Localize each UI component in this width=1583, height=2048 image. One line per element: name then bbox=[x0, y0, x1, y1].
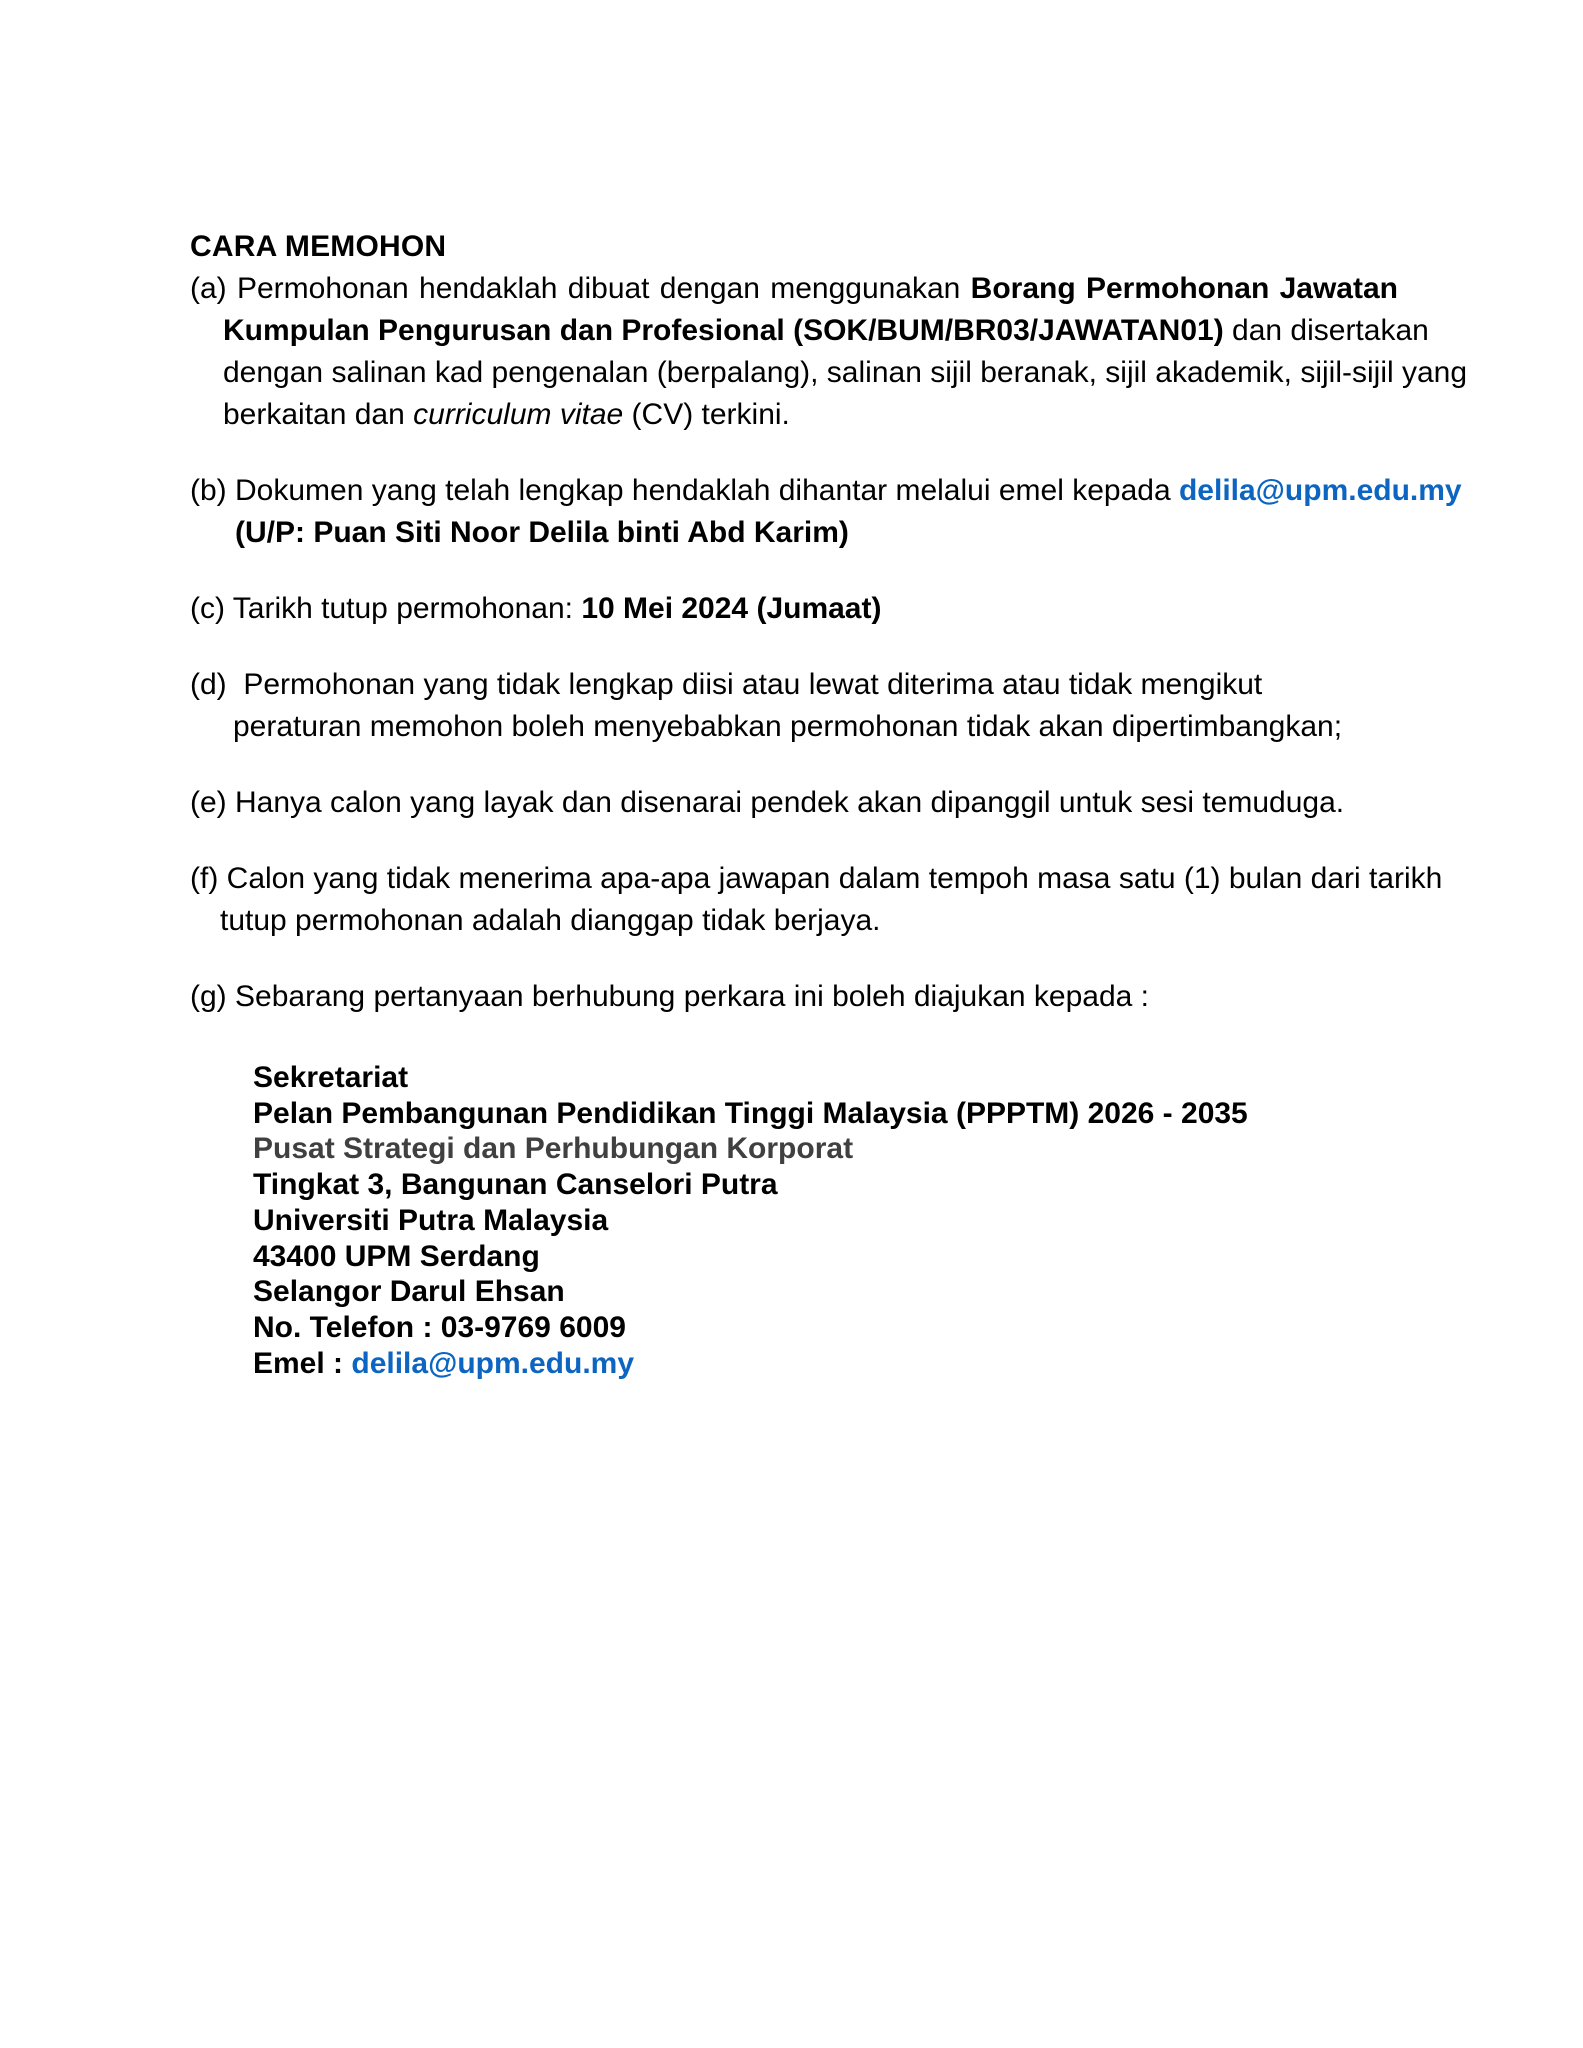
text-segment: Pelan Pembangunan Pendidikan Tinggi Malaysia (PPPTM) 2026 - 2035 bbox=[253, 1096, 1248, 1130]
text-segment: Kumpulan Pengurusan dan Profesional (SOK/BUM/BR03/JAWATAN01) bbox=[223, 314, 1224, 347]
text-line-b bbox=[190, 470, 1462, 512]
text-segment: Selangor Darul Ehsan bbox=[253, 1275, 565, 1309]
text-segment: No. Telefon : 03-9769 6009 bbox=[253, 1310, 626, 1344]
page-title: CARA MEMOHON bbox=[190, 230, 447, 263]
paragraph-e bbox=[190, 782, 1398, 824]
text-line-a bbox=[190, 352, 1468, 394]
text-line-contact bbox=[253, 1203, 1398, 1239]
text-segment: tutup permohonan adalah dianggap tidak berjaya. bbox=[220, 904, 881, 937]
text-segment: (g) Sebarang pertanyaan berhubung perkara ini boleh diajukan kepada : bbox=[190, 980, 1150, 1013]
text-line-f bbox=[190, 858, 1443, 900]
text-line-a bbox=[190, 310, 1429, 352]
text-line-a bbox=[190, 268, 1398, 310]
text-segment: Borang Permohonan Jawatan bbox=[970, 272, 1398, 305]
text-segment: (a) Permohonan hendaklah dibuat dengan menggunakan bbox=[190, 272, 971, 305]
text-segment: 10 Mei 2024 (Jumaat) bbox=[581, 592, 882, 625]
paragraph-list bbox=[190, 268, 1468, 1018]
text-line-contact bbox=[253, 1131, 1398, 1167]
text-segment: (b) Dokumen yang telah lengkap hendaklah dihantar melalui emel kepada bbox=[190, 474, 1179, 507]
text-segment: (f) Calon yang tidak menerima apa-apa jawapan dalam tempoh masa satu (1) bulan dari tarikh bbox=[190, 862, 1443, 895]
text-segment: Sekretariat bbox=[253, 1061, 409, 1094]
text-segment: (U/P: Puan Siti Noor Delila binti Abd Karim) bbox=[235, 516, 849, 549]
paragraph-f bbox=[190, 858, 1443, 942]
text-segment: 43400 UPM Serdang bbox=[253, 1239, 540, 1273]
text-segment: Pusat Strategi dan Perhubungan Korporat bbox=[253, 1132, 854, 1166]
paragraph-g bbox=[190, 976, 1398, 1018]
text-line-contact bbox=[253, 1239, 1398, 1275]
text-line-g bbox=[190, 976, 1398, 1018]
email-link[interactable]: delila@upm.edu.my bbox=[1178, 474, 1462, 507]
paragraph-d bbox=[190, 664, 1398, 748]
text-segment: peraturan memohon boleh menyebabkan permohonan tidak akan dipertimbangkan; bbox=[233, 710, 1343, 743]
text-line-d bbox=[190, 664, 1398, 706]
text-line-c bbox=[190, 588, 1398, 630]
text-segment: Tingkat 3, Bangunan Canselori Putra bbox=[253, 1168, 778, 1202]
text-line-d bbox=[190, 706, 1398, 748]
text-segment: berkaitan dan bbox=[223, 398, 414, 431]
text-segment: curriculum vitae bbox=[413, 398, 624, 431]
text-segment: (e) Hanya calon yang layak dan disenarai pendek akan dipanggil untuk sesi temuduga. bbox=[190, 786, 1345, 819]
text-segment: (c) Tarikh tutup permohonan: bbox=[190, 592, 582, 625]
text-line-contact bbox=[253, 1310, 1398, 1346]
text-line-contact bbox=[253, 1167, 1398, 1203]
text-segment: (CV) terkini. bbox=[623, 398, 790, 431]
document-content bbox=[190, 226, 1468, 1381]
text-line-contact bbox=[253, 1274, 1398, 1310]
text-line-contact bbox=[253, 1096, 1398, 1132]
text-line-f bbox=[190, 900, 1398, 942]
paragraph-c bbox=[190, 588, 1398, 630]
text-segment: dengan salinan kad pengenalan (berpalang), salinan sijil beranak, sijil akademik, sijil-sijil yang bbox=[223, 356, 1468, 389]
text-line-a bbox=[190, 394, 1398, 436]
contact-email-link[interactable]: delila@upm.edu.my bbox=[351, 1346, 635, 1380]
text-line-e bbox=[190, 782, 1398, 824]
text-segment: Emel : bbox=[253, 1346, 352, 1380]
paragraph-a bbox=[190, 268, 1468, 436]
text-segment: (d) Permohonan yang tidak lengkap diisi atau lewat diterima atau tidak mengikut bbox=[190, 668, 1263, 701]
text-segment: Universiti Putra Malaysia bbox=[253, 1203, 609, 1237]
text-line-b bbox=[190, 512, 1398, 554]
contact-block bbox=[253, 1060, 1398, 1381]
paragraph-b bbox=[190, 470, 1462, 554]
text-line-contact bbox=[253, 1346, 1398, 1382]
text-segment: dan disertakan bbox=[1223, 314, 1429, 347]
text-line-contact bbox=[253, 1060, 1398, 1096]
